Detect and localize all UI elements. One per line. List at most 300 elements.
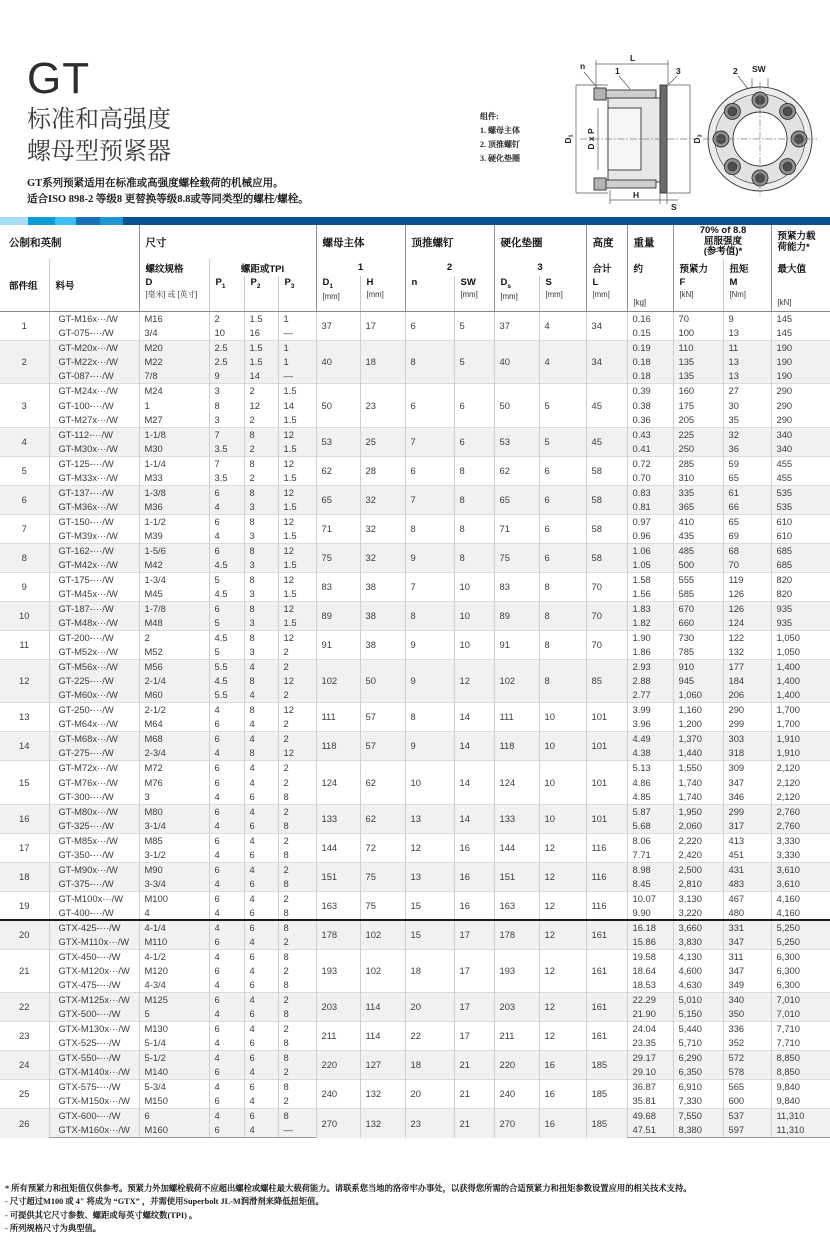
legend-title: 组件:: [480, 112, 499, 121]
part-no-cell: GT-M16x···/W: [49, 311, 139, 326]
thread-d-cell: M150: [139, 1094, 209, 1109]
max-cell: 2,760: [771, 804, 830, 819]
header-col-SW: SW [mm]: [454, 276, 494, 311]
sw-cell: 14: [454, 804, 494, 833]
preload-f-cell: 225: [673, 427, 723, 442]
thread-d-cell: 1-1/4: [139, 456, 209, 471]
max-cell: 5,250: [771, 920, 830, 935]
torque-m-cell: 318: [723, 746, 771, 761]
p1-cell: 3.5: [209, 471, 244, 486]
p1-cell: 7: [209, 456, 244, 471]
thread-d-cell: 5-1/4: [139, 1036, 209, 1051]
p3-cell: 2: [278, 891, 316, 906]
thread-d-cell: M68: [139, 732, 209, 747]
n-cell: 20: [405, 1080, 454, 1109]
preload-f-cell: 160: [673, 384, 723, 399]
part-no-cell: GTX-500-···/W: [49, 1007, 139, 1022]
p3-cell: 12: [278, 427, 316, 442]
p1-cell: 6: [209, 775, 244, 790]
ds-cell: 111: [494, 703, 539, 732]
weight-cell: 0.97: [627, 514, 673, 529]
weight-cell: 8.45: [627, 877, 673, 892]
product-description: [27, 176, 309, 209]
part-group-cell: 26: [0, 1109, 49, 1138]
sw-cell: 8: [454, 456, 494, 485]
n-cell: 13: [405, 804, 454, 833]
p1-cell: 4: [209, 949, 244, 964]
max-cell: 6,300: [771, 978, 830, 993]
header-preload: 预紧力: [673, 259, 723, 276]
page-subtitle: [27, 104, 309, 167]
part-no-cell: GT-M27x···/W: [49, 413, 139, 428]
l-cell: 58: [586, 485, 627, 514]
p2-cell: 3: [244, 645, 278, 660]
p2-cell: 4: [244, 717, 278, 732]
torque-m-cell: 349: [723, 978, 771, 993]
preload-f-cell: 410: [673, 514, 723, 529]
p2-cell: 6: [244, 877, 278, 892]
part-no-cell: GT-M45x···/W: [49, 587, 139, 602]
p3-cell: 2: [278, 1065, 316, 1080]
weight-cell: 5.87: [627, 804, 673, 819]
sw-cell: 17: [454, 920, 494, 949]
thread-d-cell: M27: [139, 413, 209, 428]
part-no-cell: GTX-M130x···/W: [49, 1022, 139, 1037]
weight-cell: 0.38: [627, 398, 673, 413]
preload-f-cell: 585: [673, 587, 723, 602]
label-DxP: D x P: [586, 128, 596, 150]
max-cell: 610: [771, 529, 830, 544]
sw-cell: 17: [454, 949, 494, 993]
h-cell: 102: [360, 920, 405, 949]
p1-cell: 4.5: [209, 674, 244, 689]
torque-m-cell: 347: [723, 775, 771, 790]
max-cell: 340: [771, 427, 830, 442]
p2-cell: 6: [244, 1036, 278, 1051]
p1-cell: 7: [209, 427, 244, 442]
header-hardened-washer: 硬化垫圈: [494, 225, 586, 259]
weight-cell: 21.90: [627, 1007, 673, 1022]
weight-cell: 1.83: [627, 601, 673, 616]
part-no-cell: GTX-475-···/W: [49, 978, 139, 993]
preload-f-cell: 310: [673, 471, 723, 486]
l-cell: 161: [586, 949, 627, 993]
s-cell: 10: [539, 761, 586, 805]
p2-cell: 4: [244, 659, 278, 674]
p1-cell: 4: [209, 746, 244, 761]
header-pitch-tpi: 螺距或TPI: [209, 259, 316, 276]
header-weight: 重量: [627, 225, 673, 259]
p3-cell: 8: [278, 1007, 316, 1022]
p1-cell: 5: [209, 616, 244, 631]
part-no-cell: GT-M80x···/W: [49, 804, 139, 819]
thread-d-cell: M110: [139, 935, 209, 950]
preload-f-cell: 6,290: [673, 1051, 723, 1066]
thread-d-cell: 3-1/2: [139, 848, 209, 863]
preload-f-cell: 1,550: [673, 761, 723, 776]
max-cell: 455: [771, 456, 830, 471]
p1-cell: 4: [209, 1051, 244, 1066]
p3-cell: 14: [278, 398, 316, 413]
thread-d-cell: 7/8: [139, 369, 209, 384]
thread-d-cell: 3-3/4: [139, 877, 209, 892]
p1-cell: 4: [209, 529, 244, 544]
table-row: [0, 1051, 830, 1066]
thread-d-cell: M52: [139, 645, 209, 660]
p1-cell: 4: [209, 790, 244, 805]
thread-d-cell: 1-7/8: [139, 601, 209, 616]
s-cell: 10: [539, 703, 586, 732]
max-cell: 3,610: [771, 862, 830, 877]
preload-f-cell: 5,440: [673, 1022, 723, 1037]
max-cell: 1,400: [771, 688, 830, 703]
table-row: [0, 427, 830, 442]
max-cell: 8,850: [771, 1065, 830, 1080]
p1-cell: 4: [209, 1036, 244, 1051]
p3-cell: 12: [278, 572, 316, 587]
part-no-cell: GT-M48x···/W: [49, 616, 139, 631]
part-no-cell: GTX-M120x···/W: [49, 964, 139, 979]
p3-cell: 2: [278, 935, 316, 950]
header-part-no: 料号: [49, 259, 139, 311]
p2-cell: 8: [244, 674, 278, 689]
thread-d-cell: M60: [139, 688, 209, 703]
d1-cell: 193: [316, 949, 360, 993]
part-no-cell: GTX-525-···/W: [49, 1036, 139, 1051]
torque-m-cell: 206: [723, 688, 771, 703]
p2-cell: 6: [244, 1080, 278, 1095]
weight-cell: 18.64: [627, 964, 673, 979]
p1-cell: 6: [209, 543, 244, 558]
weight-cell: 4.49: [627, 732, 673, 747]
max-cell: 190: [771, 340, 830, 355]
d1-cell: 151: [316, 862, 360, 891]
p2-cell: 12: [244, 398, 278, 413]
d1-cell: 62: [316, 456, 360, 485]
p2-cell: 1.5: [244, 311, 278, 326]
weight-cell: 1.58: [627, 572, 673, 587]
max-cell: 5,250: [771, 935, 830, 950]
preload-f-cell: 1,370: [673, 732, 723, 747]
preload-f-cell: 2,420: [673, 848, 723, 863]
thread-d-cell: 5-1/2: [139, 1051, 209, 1066]
p2-cell: 8: [244, 543, 278, 558]
p1-cell: 5.5: [209, 688, 244, 703]
weight-cell: 1.05: [627, 558, 673, 573]
label-part1: 1: [615, 66, 620, 76]
max-cell: 1,700: [771, 717, 830, 732]
l-cell: 58: [586, 514, 627, 543]
thread-d-cell: 5: [139, 1007, 209, 1022]
n-cell: 9: [405, 543, 454, 572]
thread-d-cell: M30: [139, 442, 209, 457]
sw-cell: 10: [454, 572, 494, 601]
l-cell: 45: [586, 427, 627, 456]
ds-cell: 163: [494, 891, 539, 920]
torque-m-cell: 132: [723, 645, 771, 660]
weight-cell: 0.36: [627, 413, 673, 428]
max-cell: 7,710: [771, 1036, 830, 1051]
p2-cell: 2: [244, 384, 278, 399]
weight-cell: 3.99: [627, 703, 673, 718]
torque-m-cell: 122: [723, 630, 771, 645]
part-group-cell: 20: [0, 920, 49, 949]
d1-cell: 211: [316, 1022, 360, 1051]
header-metric-imperial: 公制和英制: [0, 225, 139, 259]
table-row: [0, 761, 830, 776]
sw-cell: 17: [454, 993, 494, 1022]
table-row: [0, 732, 830, 747]
max-cell: 8,850: [771, 1051, 830, 1066]
s-cell: 12: [539, 949, 586, 993]
p1-cell: 6: [209, 833, 244, 848]
part-no-cell: GTX-M125x···/W: [49, 993, 139, 1008]
h-cell: 114: [360, 993, 405, 1022]
part-no-cell: GT-M20x···/W: [49, 340, 139, 355]
s-cell: 12: [539, 993, 586, 1022]
l-cell: 70: [586, 630, 627, 659]
max-cell: 145: [771, 311, 830, 326]
torque-m-cell: 347: [723, 935, 771, 950]
d1-cell: 270: [316, 1109, 360, 1138]
thread-d-cell: M72: [139, 761, 209, 776]
thread-d-cell: 2-3/4: [139, 746, 209, 761]
p3-cell: 1.5: [278, 587, 316, 602]
s-cell: 10: [539, 804, 586, 833]
p2-cell: 2: [244, 442, 278, 457]
l-cell: 101: [586, 703, 627, 732]
p2-cell: 6: [244, 920, 278, 935]
sw-cell: 16: [454, 862, 494, 891]
p3-cell: 2: [278, 862, 316, 877]
weight-cell: 23.35: [627, 1036, 673, 1051]
part-group-cell: 6: [0, 485, 49, 514]
part-group-cell: 11: [0, 630, 49, 659]
part-no-cell: GT-M76x···/W: [49, 775, 139, 790]
torque-m-cell: 290: [723, 703, 771, 718]
d1-cell: 37: [316, 311, 360, 340]
footnote-line: - 可提供其它尺寸参数、螺距或每英寸螺纹数(TPI) 。: [5, 1210, 198, 1220]
max-cell: 1,400: [771, 674, 830, 689]
sw-cell: 10: [454, 601, 494, 630]
thread-d-cell: 2: [139, 630, 209, 645]
table-body: [0, 311, 830, 1138]
preload-f-cell: 945: [673, 674, 723, 689]
table-row: [0, 340, 830, 355]
accent-bar-segment: [123, 217, 830, 225]
part-group-cell: 18: [0, 862, 49, 891]
d1-cell: 240: [316, 1080, 360, 1109]
p2-cell: 4: [244, 862, 278, 877]
weight-cell: 4.85: [627, 790, 673, 805]
d1-cell: 144: [316, 833, 360, 862]
n-cell: 7: [405, 427, 454, 456]
footnote-line: - 尺寸超过M100 或 4" 将成为 “GTX” ，并需使用Superbolt JL-M润滑剂来降低扭矩值。: [5, 1197, 324, 1207]
torque-m-cell: 11: [723, 340, 771, 355]
p2-cell: 14: [244, 369, 278, 384]
preload-f-cell: 175: [673, 398, 723, 413]
weight-cell: 24.04: [627, 1022, 673, 1037]
h-cell: 72: [360, 833, 405, 862]
h-cell: 62: [360, 804, 405, 833]
max-cell: 4,160: [771, 891, 830, 906]
p2-cell: 6: [244, 906, 278, 921]
part-no-cell: GTX-M140x···/W: [49, 1065, 139, 1080]
p2-cell: 4: [244, 688, 278, 703]
technical-drawing: [468, 38, 830, 220]
header-col-L: L [mm]: [586, 276, 627, 311]
ds-cell: 193: [494, 949, 539, 993]
l-cell: 34: [586, 340, 627, 384]
table-row: [0, 659, 830, 674]
preload-f-cell: 500: [673, 558, 723, 573]
s-cell: 4: [539, 340, 586, 384]
p3-cell: 1.5: [278, 500, 316, 515]
p1-cell: 3: [209, 384, 244, 399]
max-cell: 535: [771, 485, 830, 500]
weight-cell: 10.07: [627, 891, 673, 906]
table-header: [0, 225, 830, 311]
footnote-line: * 所有预紧力和扭矩值仅供参考。预紧力外加螺栓载荷不应超出螺栓或螺柱最大载荷能力。请联系您当地的洛帝牢办事处，以获得您所需的合适预紧力和扭矩参数设置应用的相关技术支持。: [5, 1184, 692, 1193]
sw-cell: 14: [454, 732, 494, 761]
ds-cell: 50: [494, 384, 539, 428]
table-row: [0, 384, 830, 399]
part-group-cell: 3: [0, 384, 49, 428]
part-no-cell: GT-M22x···/W: [49, 355, 139, 370]
preload-f-cell: 100: [673, 326, 723, 341]
header-col-M: M [Nm]: [723, 276, 771, 311]
thread-d-cell: M36: [139, 500, 209, 515]
accent-bar-segment: [55, 217, 76, 225]
torque-m-cell: 70: [723, 558, 771, 573]
s-cell: 5: [539, 427, 586, 456]
p2-cell: 16: [244, 326, 278, 341]
table-row: [0, 891, 830, 906]
torque-m-cell: 480: [723, 906, 771, 921]
p3-cell: 2: [278, 775, 316, 790]
header-col-S: S [mm]: [539, 276, 586, 311]
p3-cell: 8: [278, 1109, 316, 1124]
part-group-cell: 24: [0, 1051, 49, 1080]
torque-m-cell: 59: [723, 456, 771, 471]
thread-d-cell: M20: [139, 340, 209, 355]
table-row: [0, 949, 830, 964]
torque-m-cell: 578: [723, 1065, 771, 1080]
p3-cell: 2: [278, 1022, 316, 1037]
max-cell: 11,310: [771, 1123, 830, 1138]
l-cell: 185: [586, 1080, 627, 1109]
preload-f-cell: 250: [673, 442, 723, 457]
ds-cell: 203: [494, 993, 539, 1022]
ds-cell: 89: [494, 601, 539, 630]
d1-cell: 83: [316, 572, 360, 601]
legend-item-3: 3. 硬化垫圈: [480, 154, 520, 163]
header-nut-body: 螺母主体: [316, 225, 405, 259]
p3-cell: 2: [278, 761, 316, 776]
h-cell: 38: [360, 572, 405, 601]
d1-cell: 91: [316, 630, 360, 659]
p3-cell: 12: [278, 543, 316, 558]
p1-cell: 4: [209, 1080, 244, 1095]
h-cell: 57: [360, 703, 405, 732]
torque-m-cell: 346: [723, 790, 771, 805]
weight-cell: 0.15: [627, 326, 673, 341]
ds-cell: 178: [494, 920, 539, 949]
h-cell: 38: [360, 630, 405, 659]
p1-cell: 3.5: [209, 442, 244, 457]
n-cell: 18: [405, 1051, 454, 1080]
max-cell: 7,010: [771, 1007, 830, 1022]
h-cell: 102: [360, 949, 405, 993]
p2-cell: 4: [244, 1065, 278, 1080]
max-cell: 1,050: [771, 645, 830, 660]
p3-cell: 8: [278, 978, 316, 993]
side-view-drawing: [580, 85, 696, 193]
ds-cell: 62: [494, 456, 539, 485]
header-col-D1: $D_1$ [mm]: [316, 276, 360, 311]
max-cell: 7,010: [771, 993, 830, 1008]
thread-d-cell: 4-1/2: [139, 949, 209, 964]
part-group-cell: 15: [0, 761, 49, 805]
torque-m-cell: 572: [723, 1051, 771, 1066]
part-group-cell: 5: [0, 456, 49, 485]
preload-f-cell: 435: [673, 529, 723, 544]
legend-item-1: 1. 螺母主体: [480, 126, 520, 135]
p2-cell: 8: [244, 703, 278, 718]
preload-f-cell: 365: [673, 500, 723, 515]
ds-cell: 133: [494, 804, 539, 833]
torque-m-cell: 467: [723, 891, 771, 906]
header-item-3: 3: [494, 259, 586, 276]
p3-cell: 8: [278, 848, 316, 863]
weight-cell: 3.96: [627, 717, 673, 732]
header-torque: 扭矩: [723, 259, 771, 276]
torque-m-cell: 537: [723, 1109, 771, 1124]
header-part-group: 部件组: [0, 259, 49, 311]
l-cell: 161: [586, 920, 627, 949]
p2-cell: 6: [244, 1051, 278, 1066]
table-row: [0, 833, 830, 848]
d1-cell: 53: [316, 427, 360, 456]
p3-cell: 8: [278, 790, 316, 805]
torque-m-cell: 27: [723, 384, 771, 399]
part-no-cell: GT-087-···/W: [49, 369, 139, 384]
p3-cell: 8: [278, 920, 316, 935]
preload-f-cell: 660: [673, 616, 723, 631]
preload-f-cell: 135: [673, 355, 723, 370]
h-cell: 17: [360, 311, 405, 340]
header-thread-spec: 螺纹规格: [139, 259, 209, 276]
weight-cell: 22.29: [627, 993, 673, 1008]
part-no-cell: GT-275-···/W: [49, 746, 139, 761]
p3-cell: 2: [278, 833, 316, 848]
h-cell: 38: [360, 601, 405, 630]
n-cell: 9: [405, 659, 454, 703]
part-no-cell: GT-M52x···/W: [49, 645, 139, 660]
p2-cell: 8: [244, 514, 278, 529]
torque-m-cell: 119: [723, 572, 771, 587]
sw-cell: 21: [454, 1051, 494, 1080]
header-col-P1: $P_1$: [209, 276, 244, 311]
weight-cell: 18.53: [627, 978, 673, 993]
header-approx: 约: [627, 259, 673, 276]
p1-cell: 4: [209, 848, 244, 863]
max-cell: 2,760: [771, 819, 830, 834]
l-cell: 101: [586, 761, 627, 805]
header-col-D: D [毫米] 或 [英寸]: [139, 276, 209, 311]
preload-f-cell: 1,740: [673, 790, 723, 805]
part-no-cell: GTX-600-···/W: [49, 1109, 139, 1124]
